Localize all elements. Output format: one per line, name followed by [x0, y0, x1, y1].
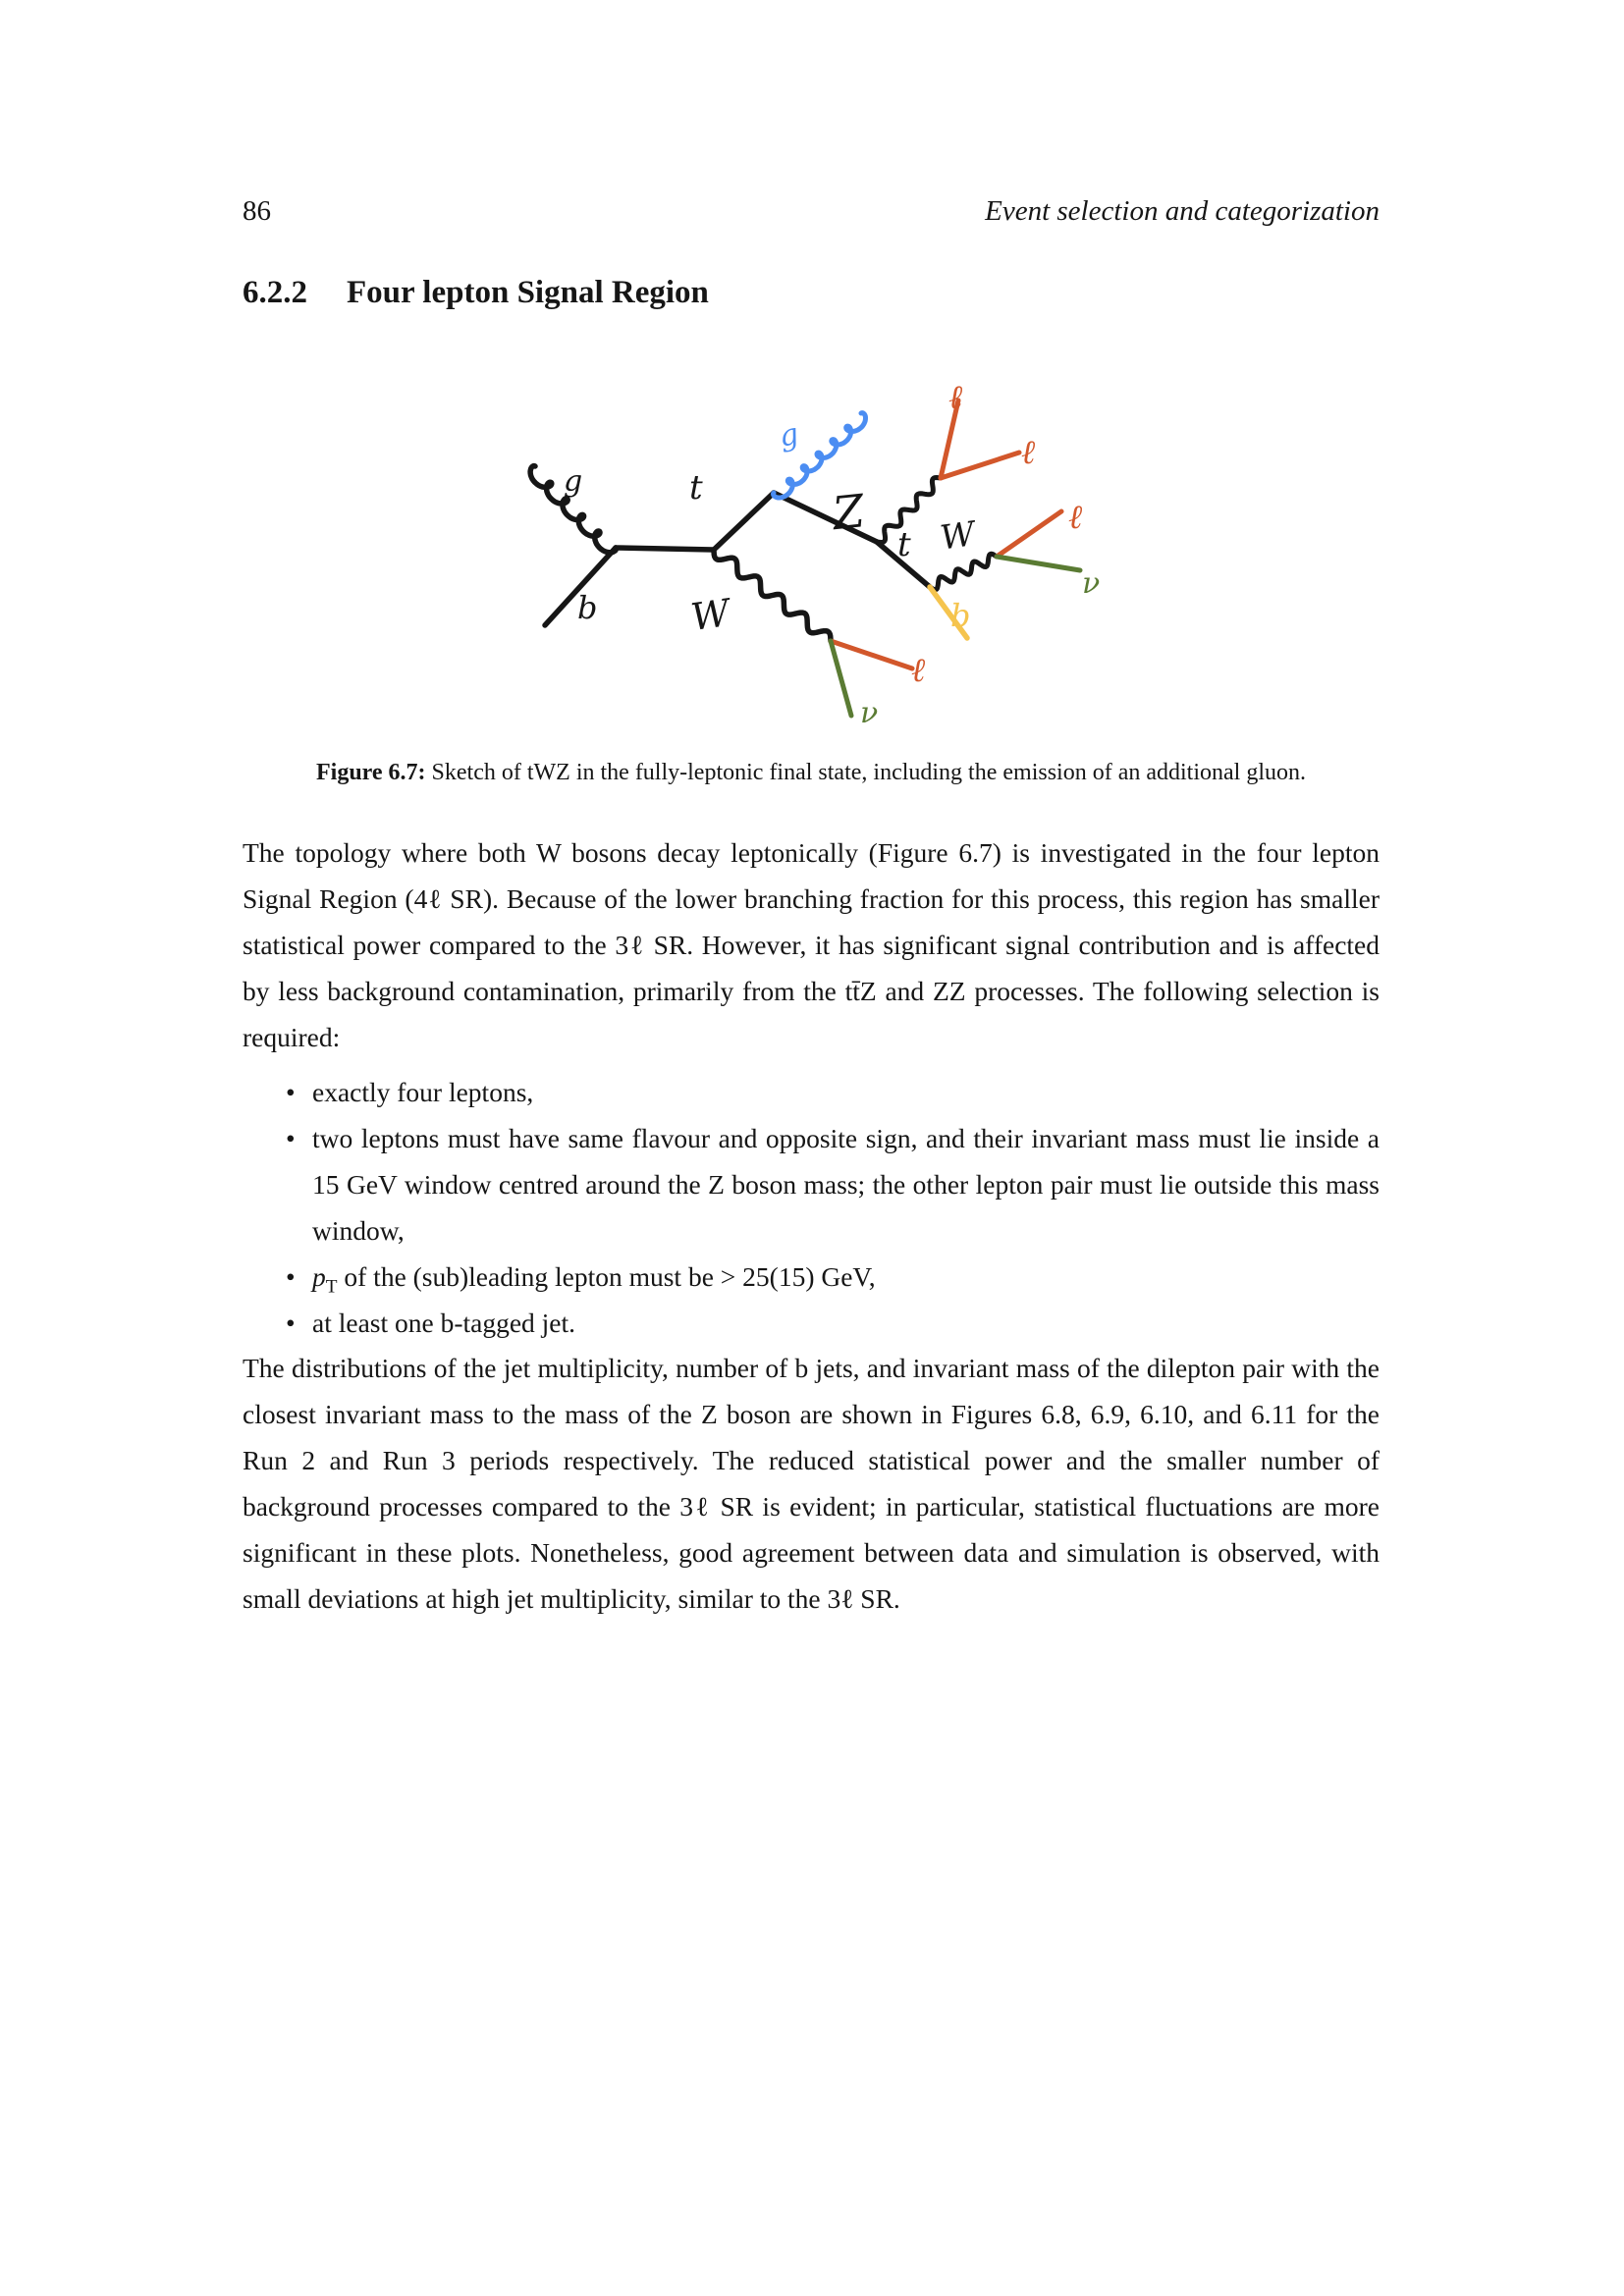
pt-subscript: T: [325, 1276, 338, 1298]
z-boson-wavy-line: [877, 478, 941, 543]
bullet-marker: •: [286, 1123, 296, 1153]
label-top-quark-1: t: [689, 468, 703, 507]
label-w-boson-bottom: W: [687, 591, 732, 640]
label-lepton-2: ℓ: [1021, 433, 1036, 472]
label-radiated-gluon: g: [776, 416, 802, 454]
top-quark-line-2: [774, 493, 877, 542]
label-lepton-1: ℓ: [948, 378, 963, 417]
running-header: [243, 193, 1380, 229]
bullet-marker: •: [286, 1261, 296, 1292]
bullet-marker: •: [286, 1308, 296, 1338]
figure-caption-text: Sketch of tWZ in the fully-leptonic final state, including the emission of an additional gluon.: [431, 760, 1307, 785]
incoming-gluon-line: [530, 466, 616, 553]
section-number: 6.2.2: [243, 275, 307, 310]
outgoing-b-quark-line: [930, 587, 967, 638]
list-item-text: at least one b-tagged jet.: [312, 1308, 576, 1338]
incoming-b-quark-line: [545, 548, 616, 625]
paragraph-2: The distributions of the jet multiplicity, number of b jets, and invariant mass of the dilepton pair with the closest invariant mass to the mass of the Z boson are shown in Figures 6.8, 6.9, 6.10, and 6.11 for the Run 2 and Run 3 periods respectively. The reduced statistical power and the smaller number of background processes compared to the 3ℓ SR is evident; in particular, statistical fluctuations are more significant in these plots. Nonetheless, good agreement between data and simulation is observed, with small deviations at high jet multiplicity, similar to the 3ℓ SR.: [243, 1353, 1380, 1614]
paragraph-1: The topology where both W bosons decay leptonically (Figure 6.7) is investigated in the four lepton Signal Region (4ℓ SR). Because of the lower branching fraction for this process, this region has smaller statistical power compared to the 3ℓ SR. However, it has significant signal contribution and is affected by less background contamination, primarily from the tt̄Z and ZZ processes. The following selection is required:: [243, 837, 1380, 1052]
list-item: [243, 1254, 1380, 1300]
section-title: Four lepton Signal Region: [347, 275, 709, 310]
list-item: [243, 1069, 1380, 1115]
z-lepton-line-2: [941, 453, 1019, 478]
label-incoming-gluon: g: [564, 464, 583, 499]
label-incoming-b-quark: b: [577, 589, 598, 626]
label-w-boson-top: W: [938, 514, 978, 559]
z-lepton-line-1: [941, 400, 958, 478]
quark-propagator-line: [616, 548, 714, 550]
label-top-quark-2: t: [897, 525, 911, 564]
label-neutrino-1: ν: [1082, 566, 1101, 601]
list-item: [243, 1300, 1380, 1346]
top-quark-line-1: [714, 493, 774, 550]
list-item: [243, 1115, 1380, 1254]
radiated-gluon-line: [774, 413, 866, 498]
w-top-neutrino-line: [997, 557, 1080, 570]
list-item-text: exactly four leptons,: [312, 1077, 534, 1107]
w-top-lepton-line: [997, 511, 1061, 557]
running-header-title: Event selection and categorization: [985, 195, 1380, 227]
label-z-boson: Z: [830, 484, 867, 541]
list-item-text: two leptons must have same flavour and opposite sign, and their invariant mass must lie inside a 15 GeV window centred around the Z boson mass; the other lepton pair must lie outside this mass window,: [312, 1123, 1380, 1246]
figure-caption-label: Figure 6.7:: [315, 760, 426, 785]
label-lepton-3: ℓ: [1068, 498, 1083, 537]
label-outgoing-b-quark: b: [950, 597, 971, 634]
w-bottom-lepton-line: [831, 641, 912, 668]
label-lepton-4: ℓ: [911, 651, 926, 690]
figure-caption: [243, 758, 1380, 788]
w-bottom-neutrino-line: [831, 641, 851, 716]
list-item-text: of the (sub)leading lepton must be > 25(15) GeV,: [337, 1261, 876, 1292]
top-quark-line-3: [877, 542, 930, 587]
section-heading: [243, 273, 1380, 312]
w-boson-bottom-wavy-line: [714, 550, 831, 641]
selection-bullet-list: [243, 1069, 1380, 1346]
pt-variable: p: [312, 1261, 326, 1292]
w-boson-top-wavy-line: [930, 554, 997, 590]
label-neutrino-2: ν: [860, 696, 879, 730]
bullet-marker: •: [286, 1077, 296, 1107]
feynman-diagram-twz: [491, 236, 1139, 756]
page-number: 86: [243, 195, 271, 227]
